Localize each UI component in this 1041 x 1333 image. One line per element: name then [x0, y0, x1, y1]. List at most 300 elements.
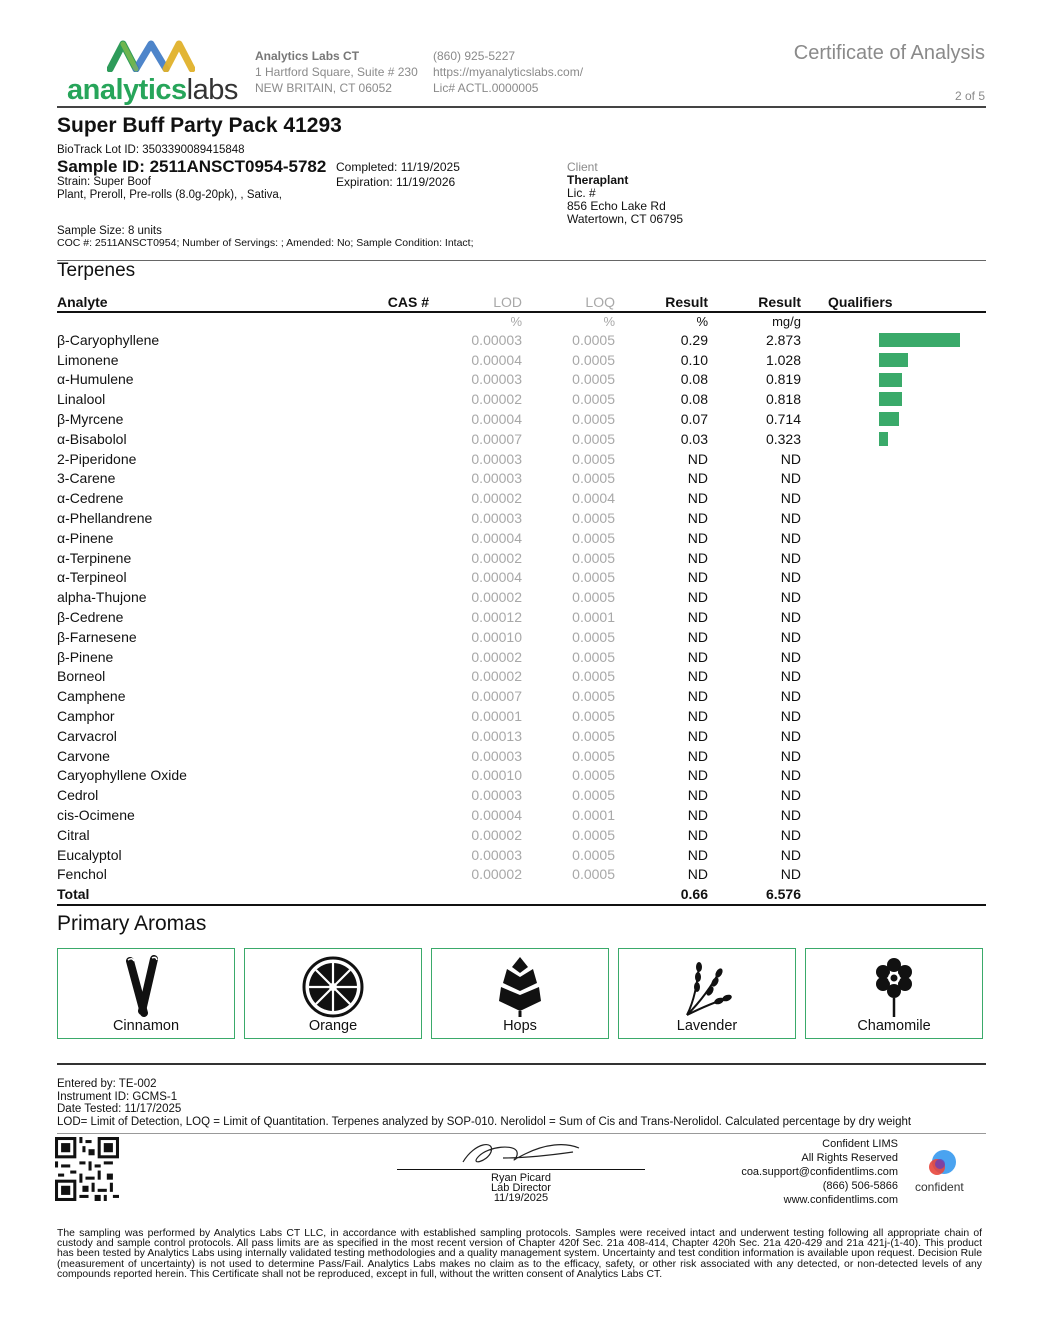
orange-icon — [301, 955, 365, 1019]
result-pct-cell: ND — [687, 708, 708, 725]
result-mg-cell: ND — [780, 609, 801, 626]
lod-cell: 0.00010 — [471, 628, 522, 645]
terpenes-table — [57, 293, 986, 906]
cas-cell — [327, 686, 429, 706]
signature-image — [455, 1138, 585, 1170]
qualifier-cell — [801, 429, 986, 449]
qualifier-cell — [801, 726, 986, 746]
qualifier-cell — [801, 627, 986, 647]
aroma-card-chamomile — [805, 948, 983, 1039]
table-units-row — [57, 312, 986, 330]
result-pct-cell: ND — [687, 727, 708, 744]
cas-cell — [327, 469, 429, 489]
loq-cell: 0.0005 — [572, 411, 615, 428]
table-row — [57, 429, 986, 449]
result-bar — [879, 412, 899, 426]
analyte-cell: α-Terpineol — [57, 569, 127, 586]
result-pct-cell: 0.08 — [680, 371, 708, 388]
aroma-label: Lavender — [676, 1018, 738, 1034]
cas-cell — [327, 429, 429, 449]
table-row — [57, 370, 986, 390]
terpenes-table-body — [57, 330, 986, 884]
analyte-cell: α-Cedrene — [57, 490, 124, 507]
cas-cell — [327, 389, 429, 409]
client-name: Theraplant — [567, 173, 629, 187]
result-mg-cell: ND — [780, 510, 801, 527]
aromas-divider — [57, 1063, 986, 1065]
biotrack-lot-id: BioTrack Lot ID: 3503390089415848 — [57, 144, 245, 156]
aromas-section-title: Primary Aromas — [57, 912, 207, 935]
cas-cell — [327, 785, 429, 805]
table-row — [57, 845, 986, 865]
aroma-label: Orange — [308, 1018, 358, 1034]
sign-date: 11/19/2025 — [493, 1192, 549, 1204]
header-result-mg: Result — [708, 293, 801, 312]
confident-logo-text: confident — [915, 1180, 964, 1194]
loq-cell: 0.0005 — [572, 866, 615, 883]
lod-cell: 0.00004 — [471, 529, 522, 546]
aroma-card-lavender — [618, 948, 796, 1039]
result-mg-cell: 0.818 — [765, 391, 801, 408]
analyte-cell: Limonene — [57, 351, 119, 368]
analyte-cell: Caryophyllene Oxide — [57, 767, 187, 784]
result-mg-cell: ND — [780, 826, 801, 843]
result-pct-cell: ND — [687, 648, 708, 665]
analyte-cell: α-Terpinene — [57, 549, 132, 566]
analyte-cell: β-Caryophyllene — [57, 331, 160, 348]
signer-block — [397, 1173, 645, 1203]
lod-cell: 0.00002 — [471, 648, 522, 665]
lims-website[interactable]: www.confidentlims.com — [783, 1194, 898, 1206]
result-mg-cell: ND — [780, 866, 801, 883]
result-mg-cell: ND — [780, 747, 801, 764]
result-pct-cell: 0.07 — [680, 411, 708, 428]
cas-cell — [327, 706, 429, 726]
table-row — [57, 686, 986, 706]
result-pct-cell: ND — [687, 688, 708, 705]
table-row — [57, 825, 986, 845]
analyte-cell: Carvacrol — [57, 727, 117, 744]
lod-cell: 0.00001 — [471, 708, 522, 725]
cas-cell — [327, 409, 429, 429]
lab-address-2: NEW BRITAIN, CT 06052 — [255, 81, 392, 95]
lims-info — [741, 1137, 898, 1207]
qualifier-cell — [801, 568, 986, 588]
table-row — [57, 568, 986, 588]
product-name: Super Buff Party Pack 41293 — [57, 114, 342, 137]
aroma-card-hops — [431, 948, 609, 1039]
loq-cell: 0.0005 — [572, 708, 615, 725]
result-mg-cell: ND — [780, 846, 801, 863]
qualifier-cell — [801, 350, 986, 370]
result-mg-cell: ND — [780, 529, 801, 546]
lod-cell: 0.00002 — [471, 391, 522, 408]
qualifier-cell — [801, 785, 986, 805]
lod-cell: 0.00003 — [471, 470, 522, 487]
result-pct-cell: ND — [687, 866, 708, 883]
loq-cell: 0.0005 — [572, 648, 615, 665]
qualifier-cell — [801, 766, 986, 786]
result-pct-cell: ND — [687, 787, 708, 804]
total-mg: 6.576 — [708, 884, 801, 905]
client-address-1: 856 Echo Lake Rd — [567, 199, 666, 213]
signer-title: Lab Director — [491, 1182, 551, 1194]
result-mg-cell: ND — [780, 688, 801, 705]
result-bar — [879, 373, 902, 387]
lab-website[interactable]: https://myanalyticslabs.com/ — [433, 65, 584, 79]
loq-cell: 0.0005 — [572, 767, 615, 784]
cas-cell — [327, 528, 429, 548]
analyte-cell: Camphene — [57, 688, 126, 705]
lod-cell: 0.00004 — [471, 351, 522, 368]
cas-cell — [327, 350, 429, 370]
terpenes-section-title: Terpenes — [57, 260, 136, 281]
disclaimer: The sampling was performed by Analytics Labs CT LLC, in accordance with established sampling protocols. Samples were received intact and underwent testing following all appropriate chain of custody and sample control protocols. All pass limits are as specified in the most recent version of Chapter 420f Sec. 21a 408-414, Chapter 420h Sec. 21a 420-429 and 21a 421j-(1-40). This product has been tested by Analytics Labs using internally validated testing methodologies and a quality management system. Uncertainty and test condition information is available upon request. Decision Rule (measurement of uncertainty) is not used to determine Pass/Fail. Analytics Labs makes no claim as to the efficacy, safety, or other risk associated with any detected, or non-detected levels of any compounds reported herein. This Certificate shall not be reproduced, except in full, without the written consent of Analytics Labs CT. — [57, 1228, 982, 1280]
lod-cell: 0.00002 — [471, 826, 522, 843]
qualifier-cell — [801, 548, 986, 568]
table-row — [57, 548, 986, 568]
result-mg-cell: ND — [780, 490, 801, 507]
result-mg-cell: ND — [780, 708, 801, 725]
cas-cell — [327, 607, 429, 627]
analyte-cell: α-Pinene — [57, 529, 114, 546]
loq-cell: 0.0005 — [572, 450, 615, 467]
method-notes: LOD= Limit of Detection, LOQ = Limit of Quantitation. Terpenes analyzed by SOP-010. Nerolidol = Sum of Cis and Trans-Nerolidol. Calculated percentage by dry weight — [57, 1115, 912, 1128]
result-mg-cell: ND — [780, 589, 801, 606]
sample-size: Sample Size: 8 units — [57, 225, 162, 237]
table-row — [57, 469, 986, 489]
lavender-icon — [677, 955, 737, 1019]
analyte-cell: Cedrol — [57, 787, 99, 804]
table-row — [57, 667, 986, 687]
loq-cell: 0.0005 — [572, 371, 615, 388]
lod-cell: 0.00013 — [471, 727, 522, 744]
result-pct-cell: ND — [687, 450, 708, 467]
lims-email[interactable]: coa.support@confidentlims.com — [741, 1166, 898, 1178]
result-bar — [879, 392, 902, 406]
lod-cell: 0.00002 — [471, 668, 522, 685]
client-block — [567, 161, 683, 226]
aroma-card-orange — [244, 948, 422, 1039]
cinnamon-icon — [124, 955, 168, 1019]
page-number: 2 of 5 — [954, 89, 985, 103]
result-mg-cell: ND — [780, 787, 801, 804]
lims-phone: (866) 506-5866 — [822, 1180, 898, 1192]
result-mg-cell: ND — [780, 450, 801, 467]
table-row — [57, 607, 986, 627]
client-label: Client — [567, 160, 598, 174]
table-row — [57, 330, 986, 350]
cas-cell — [327, 667, 429, 687]
analyte-cell: α-Humulene — [57, 371, 134, 388]
result-mg-cell: 1.028 — [765, 351, 801, 368]
unit-loq: % — [603, 314, 615, 329]
cas-cell — [327, 508, 429, 528]
qualifier-cell — [801, 667, 986, 687]
header-lod: LOD — [429, 293, 522, 312]
cas-cell — [327, 370, 429, 390]
coc-line: COC #: 2511ANSCT0954; Number of Servings: ; Amended: No; Sample Condition: Intact; — [57, 237, 474, 249]
qualifier-cell — [801, 706, 986, 726]
chamomile-icon — [872, 955, 916, 1019]
result-pct-cell: ND — [687, 470, 708, 487]
unit-lod: % — [510, 314, 522, 329]
table-row — [57, 805, 986, 825]
qualifier-cell — [801, 370, 986, 390]
analyte-cell: Camphor — [57, 708, 115, 725]
result-mg-cell: ND — [780, 569, 801, 586]
qualifier-cell — [801, 686, 986, 706]
result-mg-cell: ND — [780, 549, 801, 566]
analyte-cell: β-Cedrene — [57, 609, 124, 626]
loq-cell: 0.0005 — [572, 688, 615, 705]
strain: Strain: Super Boof — [57, 176, 151, 188]
loq-cell: 0.0005 — [572, 846, 615, 863]
lab-name: Analytics Labs CT — [255, 49, 360, 63]
table-row — [57, 647, 986, 667]
lod-cell: 0.00003 — [471, 371, 522, 388]
lab-contact — [433, 48, 583, 96]
analyte-cell: Linalool — [57, 391, 106, 408]
loq-cell: 0.0005 — [572, 430, 615, 447]
unit-result-pct: % — [696, 314, 708, 329]
lims-rights: All Rights Reserved — [801, 1152, 898, 1164]
loq-cell: 0.0005 — [572, 787, 615, 804]
lab-phone: (860) 925-5227 — [433, 49, 516, 63]
document-title: Certificate of Analysis — [793, 42, 985, 64]
result-pct-cell: ND — [687, 510, 708, 527]
qualifier-cell — [801, 845, 986, 865]
lims-name: Confident LIMS — [822, 1138, 898, 1150]
logo-text-labs: labs — [186, 74, 238, 106]
result-mg-cell: ND — [780, 807, 801, 824]
analyte-cell: cis-Ocimene — [57, 807, 135, 824]
loq-cell: 0.0005 — [572, 747, 615, 764]
result-bar — [879, 353, 908, 367]
cas-cell — [327, 568, 429, 588]
result-pct-cell: ND — [687, 826, 708, 843]
loq-cell: 0.0005 — [572, 549, 615, 566]
entered-by: Entered by: TE-002 — [57, 1078, 157, 1090]
result-bar — [879, 333, 960, 347]
result-pct-cell: 0.08 — [680, 391, 708, 408]
analyte-cell: β-Pinene — [57, 648, 114, 665]
total-label: Total — [57, 884, 327, 905]
result-pct-cell: ND — [687, 668, 708, 685]
cas-cell — [327, 726, 429, 746]
lod-cell: 0.00002 — [471, 589, 522, 606]
loq-cell: 0.0005 — [572, 589, 615, 606]
qualifier-cell — [801, 587, 986, 607]
analyte-cell: β-Farnesene — [57, 628, 137, 645]
loq-cell: 0.0005 — [572, 727, 615, 744]
lod-cell: 0.00003 — [471, 846, 522, 863]
result-mg-cell: 2.873 — [765, 331, 801, 348]
cas-cell — [327, 647, 429, 667]
result-mg-cell: ND — [780, 470, 801, 487]
table-row — [57, 587, 986, 607]
qualifier-cell — [801, 488, 986, 508]
header-loq: LOQ — [522, 293, 615, 312]
loq-cell: 0.0001 — [572, 807, 615, 824]
qr-code[interactable] — [55, 1137, 119, 1201]
logo-wordmark — [67, 74, 238, 107]
result-pct-cell: ND — [687, 569, 708, 586]
table-header-row — [57, 293, 986, 312]
lod-cell: 0.00002 — [471, 490, 522, 507]
loq-cell: 0.0005 — [572, 470, 615, 487]
result-pct-cell: ND — [687, 529, 708, 546]
qualifier-cell — [801, 865, 986, 885]
loq-cell: 0.0005 — [572, 569, 615, 586]
logo-text-analytics: analytics — [67, 74, 187, 106]
cas-cell — [327, 548, 429, 568]
qualifier-cell — [801, 469, 986, 489]
cas-cell — [327, 627, 429, 647]
lab-address-1: 1 Hartford Square, Suite # 230 — [255, 65, 418, 79]
cas-cell — [327, 805, 429, 825]
confident-logo-icon — [924, 1148, 960, 1180]
analyte-cell: α-Bisabolol — [57, 430, 127, 447]
lod-cell: 0.00004 — [471, 569, 522, 586]
result-pct-cell: ND — [687, 846, 708, 863]
header-qualifiers: Qualifiers — [801, 293, 986, 312]
table-row — [57, 488, 986, 508]
lod-cell: 0.00003 — [471, 510, 522, 527]
result-pct-cell: ND — [687, 609, 708, 626]
result-pct-cell: ND — [687, 807, 708, 824]
instrument-id: Instrument ID: GCMS-1 — [57, 1090, 178, 1103]
loq-cell: 0.0005 — [572, 628, 615, 645]
qualifier-cell — [801, 389, 986, 409]
result-bar — [879, 432, 888, 446]
unit-result-mg: mg/g — [772, 314, 801, 329]
lod-cell: 0.00007 — [471, 430, 522, 447]
signer-name: Ryan Picard — [491, 1172, 551, 1184]
expiration-date: Expiration: 11/19/2026 — [336, 175, 456, 189]
result-mg-cell: 0.714 — [765, 411, 801, 428]
analyte-cell: 2-Piperidone — [57, 450, 137, 467]
loq-cell: 0.0005 — [572, 510, 615, 527]
lod-cell: 0.00003 — [471, 331, 522, 348]
client-license: Lic. # — [567, 186, 596, 200]
table-row — [57, 409, 986, 429]
loq-cell: 0.0005 — [572, 391, 615, 408]
header-divider — [57, 106, 986, 108]
result-mg-cell: ND — [780, 668, 801, 685]
table-total-row — [57, 884, 986, 905]
cas-cell — [327, 330, 429, 350]
sample-id: Sample ID: 2511ANSCT0954-5782 — [57, 157, 327, 176]
qualifier-cell — [801, 647, 986, 667]
cas-cell — [327, 746, 429, 766]
result-mg-cell: ND — [780, 767, 801, 784]
analyte-cell: 3-Carene — [57, 470, 116, 487]
qualifier-cell — [801, 607, 986, 627]
qualifier-cell — [801, 805, 986, 825]
sample-matrix: Plant, Preroll, Pre-rolls (8.0g-20pk), , Sativa, — [57, 189, 282, 201]
table-row — [57, 865, 986, 885]
result-mg-cell: ND — [780, 727, 801, 744]
qualifier-cell — [801, 508, 986, 528]
loq-cell: 0.0005 — [572, 529, 615, 546]
lod-cell: 0.00003 — [471, 747, 522, 764]
table-row — [57, 627, 986, 647]
cas-cell — [327, 449, 429, 469]
completed-date: Completed: 11/19/2025 — [336, 160, 460, 174]
analyte-cell: Carvone — [57, 747, 110, 764]
cas-cell — [327, 845, 429, 865]
table-row — [57, 785, 986, 805]
total-pct: 0.66 — [615, 884, 708, 905]
qualifier-cell — [801, 528, 986, 548]
footer-divider — [57, 1133, 986, 1134]
aroma-label: Chamomile — [857, 1018, 931, 1034]
analyte-cell: alpha-Thujone — [57, 589, 147, 606]
table-row — [57, 726, 986, 746]
result-mg-cell: 0.323 — [765, 430, 801, 447]
cas-cell — [327, 766, 429, 786]
analyte-cell: β-Myrcene — [57, 411, 124, 428]
cas-cell — [327, 488, 429, 508]
qualifier-cell — [801, 449, 986, 469]
signature-line — [397, 1169, 645, 1170]
result-pct-cell: ND — [687, 628, 708, 645]
analyte-cell: Citral — [57, 826, 90, 843]
lod-cell: 0.00003 — [471, 787, 522, 804]
result-pct-cell: ND — [687, 747, 708, 764]
table-row — [57, 449, 986, 469]
table-row — [57, 508, 986, 528]
loq-cell: 0.0001 — [572, 609, 615, 626]
result-pct-cell: 0.10 — [680, 351, 708, 368]
loq-cell: 0.0005 — [572, 331, 615, 348]
analytics-labs-logo-mark — [107, 38, 195, 72]
analyte-cell: Borneol — [57, 668, 106, 685]
aroma-card-cinnamon — [57, 948, 235, 1039]
result-pct-cell: ND — [687, 589, 708, 606]
qualifier-cell — [801, 330, 986, 350]
lod-cell: 0.00007 — [471, 688, 522, 705]
lod-cell: 0.00002 — [471, 549, 522, 566]
lod-cell: 0.00003 — [471, 450, 522, 467]
qualifier-cell — [801, 825, 986, 845]
lab-info — [255, 48, 418, 96]
table-row — [57, 350, 986, 370]
date-tested: Date Tested: 11/17/2025 — [57, 1103, 182, 1115]
sample-divider — [57, 260, 986, 261]
result-mg-cell: ND — [780, 648, 801, 665]
analyte-cell: α-Phellandrene — [57, 510, 153, 527]
analyte-cell: Eucalyptol — [57, 846, 122, 863]
lod-cell: 0.00002 — [471, 866, 522, 883]
loq-cell: 0.0004 — [572, 490, 615, 507]
loq-cell: 0.0005 — [572, 351, 615, 368]
header-cas: CAS # — [327, 293, 429, 312]
analyte-cell: Fenchol — [57, 866, 107, 883]
result-mg-cell: 0.819 — [765, 371, 801, 388]
result-mg-cell: ND — [780, 628, 801, 645]
header-result-pct: Result — [615, 293, 708, 312]
table-row — [57, 746, 986, 766]
lod-cell: 0.00012 — [471, 609, 522, 626]
lab-license: Lic# ACTL.0000005 — [433, 81, 539, 95]
loq-cell: 0.0005 — [572, 826, 615, 843]
lod-cell: 0.00010 — [471, 767, 522, 784]
table-row — [57, 706, 986, 726]
test-details — [57, 1078, 911, 1128]
cas-cell — [327, 587, 429, 607]
